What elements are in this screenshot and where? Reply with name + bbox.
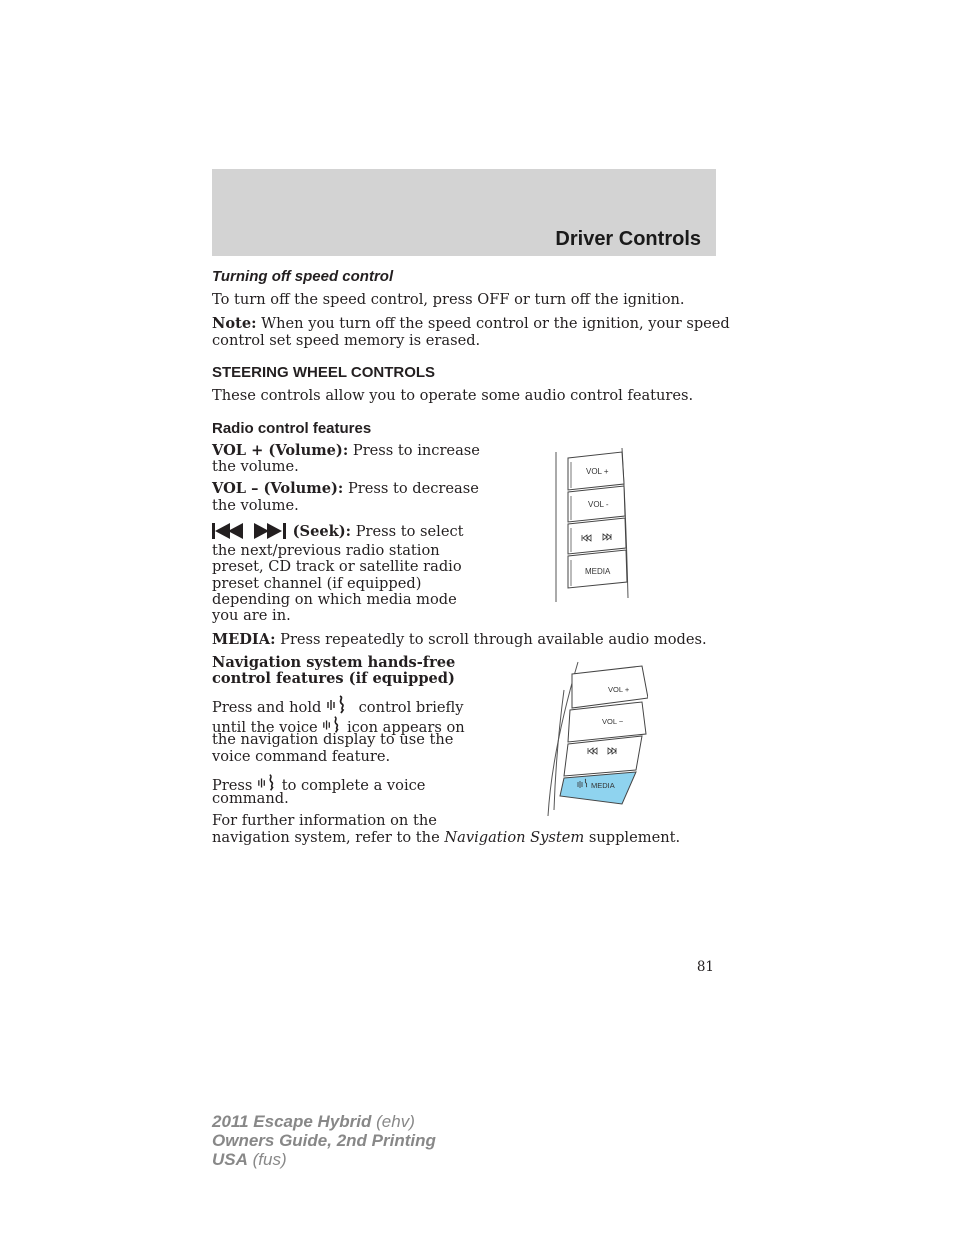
nav-further-line2 [212, 830, 680, 847]
nav-hold-line3: the navigation display to use the [212, 731, 454, 748]
fig1-vol-plus-label: VOL + [586, 467, 609, 476]
speed-control-text: To turn off the speed control, press OFF or turn off the ignition. [212, 291, 685, 308]
seek-line5: depending on which media mode [212, 591, 457, 608]
media-text: Press repeatedly to scroll through available audio modes. [280, 631, 707, 648]
footer-model: 2011 Escape Hybrid [212, 1112, 372, 1131]
fig2-media-label: MEDIA [591, 781, 615, 790]
steering-controls-intro: These controls allow you to operate some audio control features. [212, 387, 694, 404]
vol-down-line1 [212, 481, 479, 498]
footer-line1 [212, 1112, 415, 1131]
media-line [212, 632, 707, 649]
media-label: MEDIA: [212, 631, 276, 648]
vol-down-label: VOL – (Volume): [212, 480, 344, 497]
seek-line3: preset, CD track or satellite radio [212, 558, 462, 575]
vol-up-line2: the volume. [212, 458, 299, 475]
note-text-line1: When you turn off the speed control or the ignition, your speed [261, 315, 730, 332]
radio-controls-heading: Radio control features [212, 420, 372, 437]
note-label: Note: [212, 315, 257, 332]
fig2-vol-minus-label: VOL − [602, 717, 624, 726]
nav-further-b: supplement. [588, 829, 681, 846]
nav-hold-line1 [212, 695, 464, 717]
seek-next-icon [254, 523, 286, 539]
footer-line3 [212, 1150, 287, 1169]
vol-up-label: VOL + (Volume): [212, 442, 349, 459]
voice-command-icon [326, 695, 348, 715]
footer-market-code: (fus) [252, 1150, 287, 1169]
seek-line1 [212, 522, 464, 542]
vol-down-line2: the volume. [212, 497, 299, 514]
footer-model-code: (ehv) [376, 1112, 415, 1131]
fig2-vol-plus-label: VOL + [608, 685, 630, 694]
nav-heading-text2: control features (if equipped) [212, 670, 455, 687]
speed-control-note [212, 316, 730, 333]
seek-line6: you are in. [212, 607, 291, 624]
seek-line2: the next/previous radio station [212, 542, 440, 559]
speed-control-heading: Turning off speed control [212, 268, 394, 285]
nav-heading-text1: Navigation system hands-free [212, 654, 456, 671]
section-title: Driver Controls [555, 228, 701, 250]
vol-down-text: Press to decrease [347, 480, 479, 497]
nav-further-a: navigation system, refer to the [212, 829, 440, 846]
footer-market: USA [212, 1150, 248, 1169]
nav-heading-line2 [212, 671, 455, 688]
footer-printing: Owners Guide, 2nd Printing [212, 1131, 436, 1150]
section-header-band [212, 169, 716, 256]
nav-press-a: Press [212, 777, 253, 794]
seek-previous-icon [212, 523, 243, 539]
nav-press-b: to complete a voice [281, 777, 426, 794]
fig1-vol-minus-label: VOL - [588, 500, 609, 509]
vol-up-text: Press to increase [352, 442, 480, 459]
nav-hold-a: Press and hold [212, 699, 322, 716]
seek-label: (Seek): [292, 523, 352, 540]
steering-wheel-controls-figure [548, 446, 634, 604]
nav-press-line2: command. [212, 790, 289, 807]
steering-controls-heading: STEERING WHEEL CONTROLS [212, 364, 436, 381]
seek-icons [212, 522, 288, 540]
nav-hold-line4: voice command feature. [212, 748, 391, 765]
nav-system-reference: Navigation System [444, 829, 585, 846]
nav-further-line1: For further information on the [212, 812, 437, 829]
fig1-media-label: MEDIA [585, 567, 611, 576]
seek-line4: preset channel (if equipped) [212, 575, 422, 592]
nav-steering-controls-figure [542, 660, 648, 818]
nav-hold-d: icon appears on [346, 719, 465, 736]
nav-hold-b: control briefly [358, 699, 464, 716]
nav-hold-c: until the voice [212, 719, 318, 736]
footer-line2 [212, 1131, 436, 1150]
note-text-line2: control set speed memory is erased. [212, 332, 481, 349]
page-number: 81 [696, 959, 714, 975]
seek-text: Press to select [355, 523, 464, 540]
